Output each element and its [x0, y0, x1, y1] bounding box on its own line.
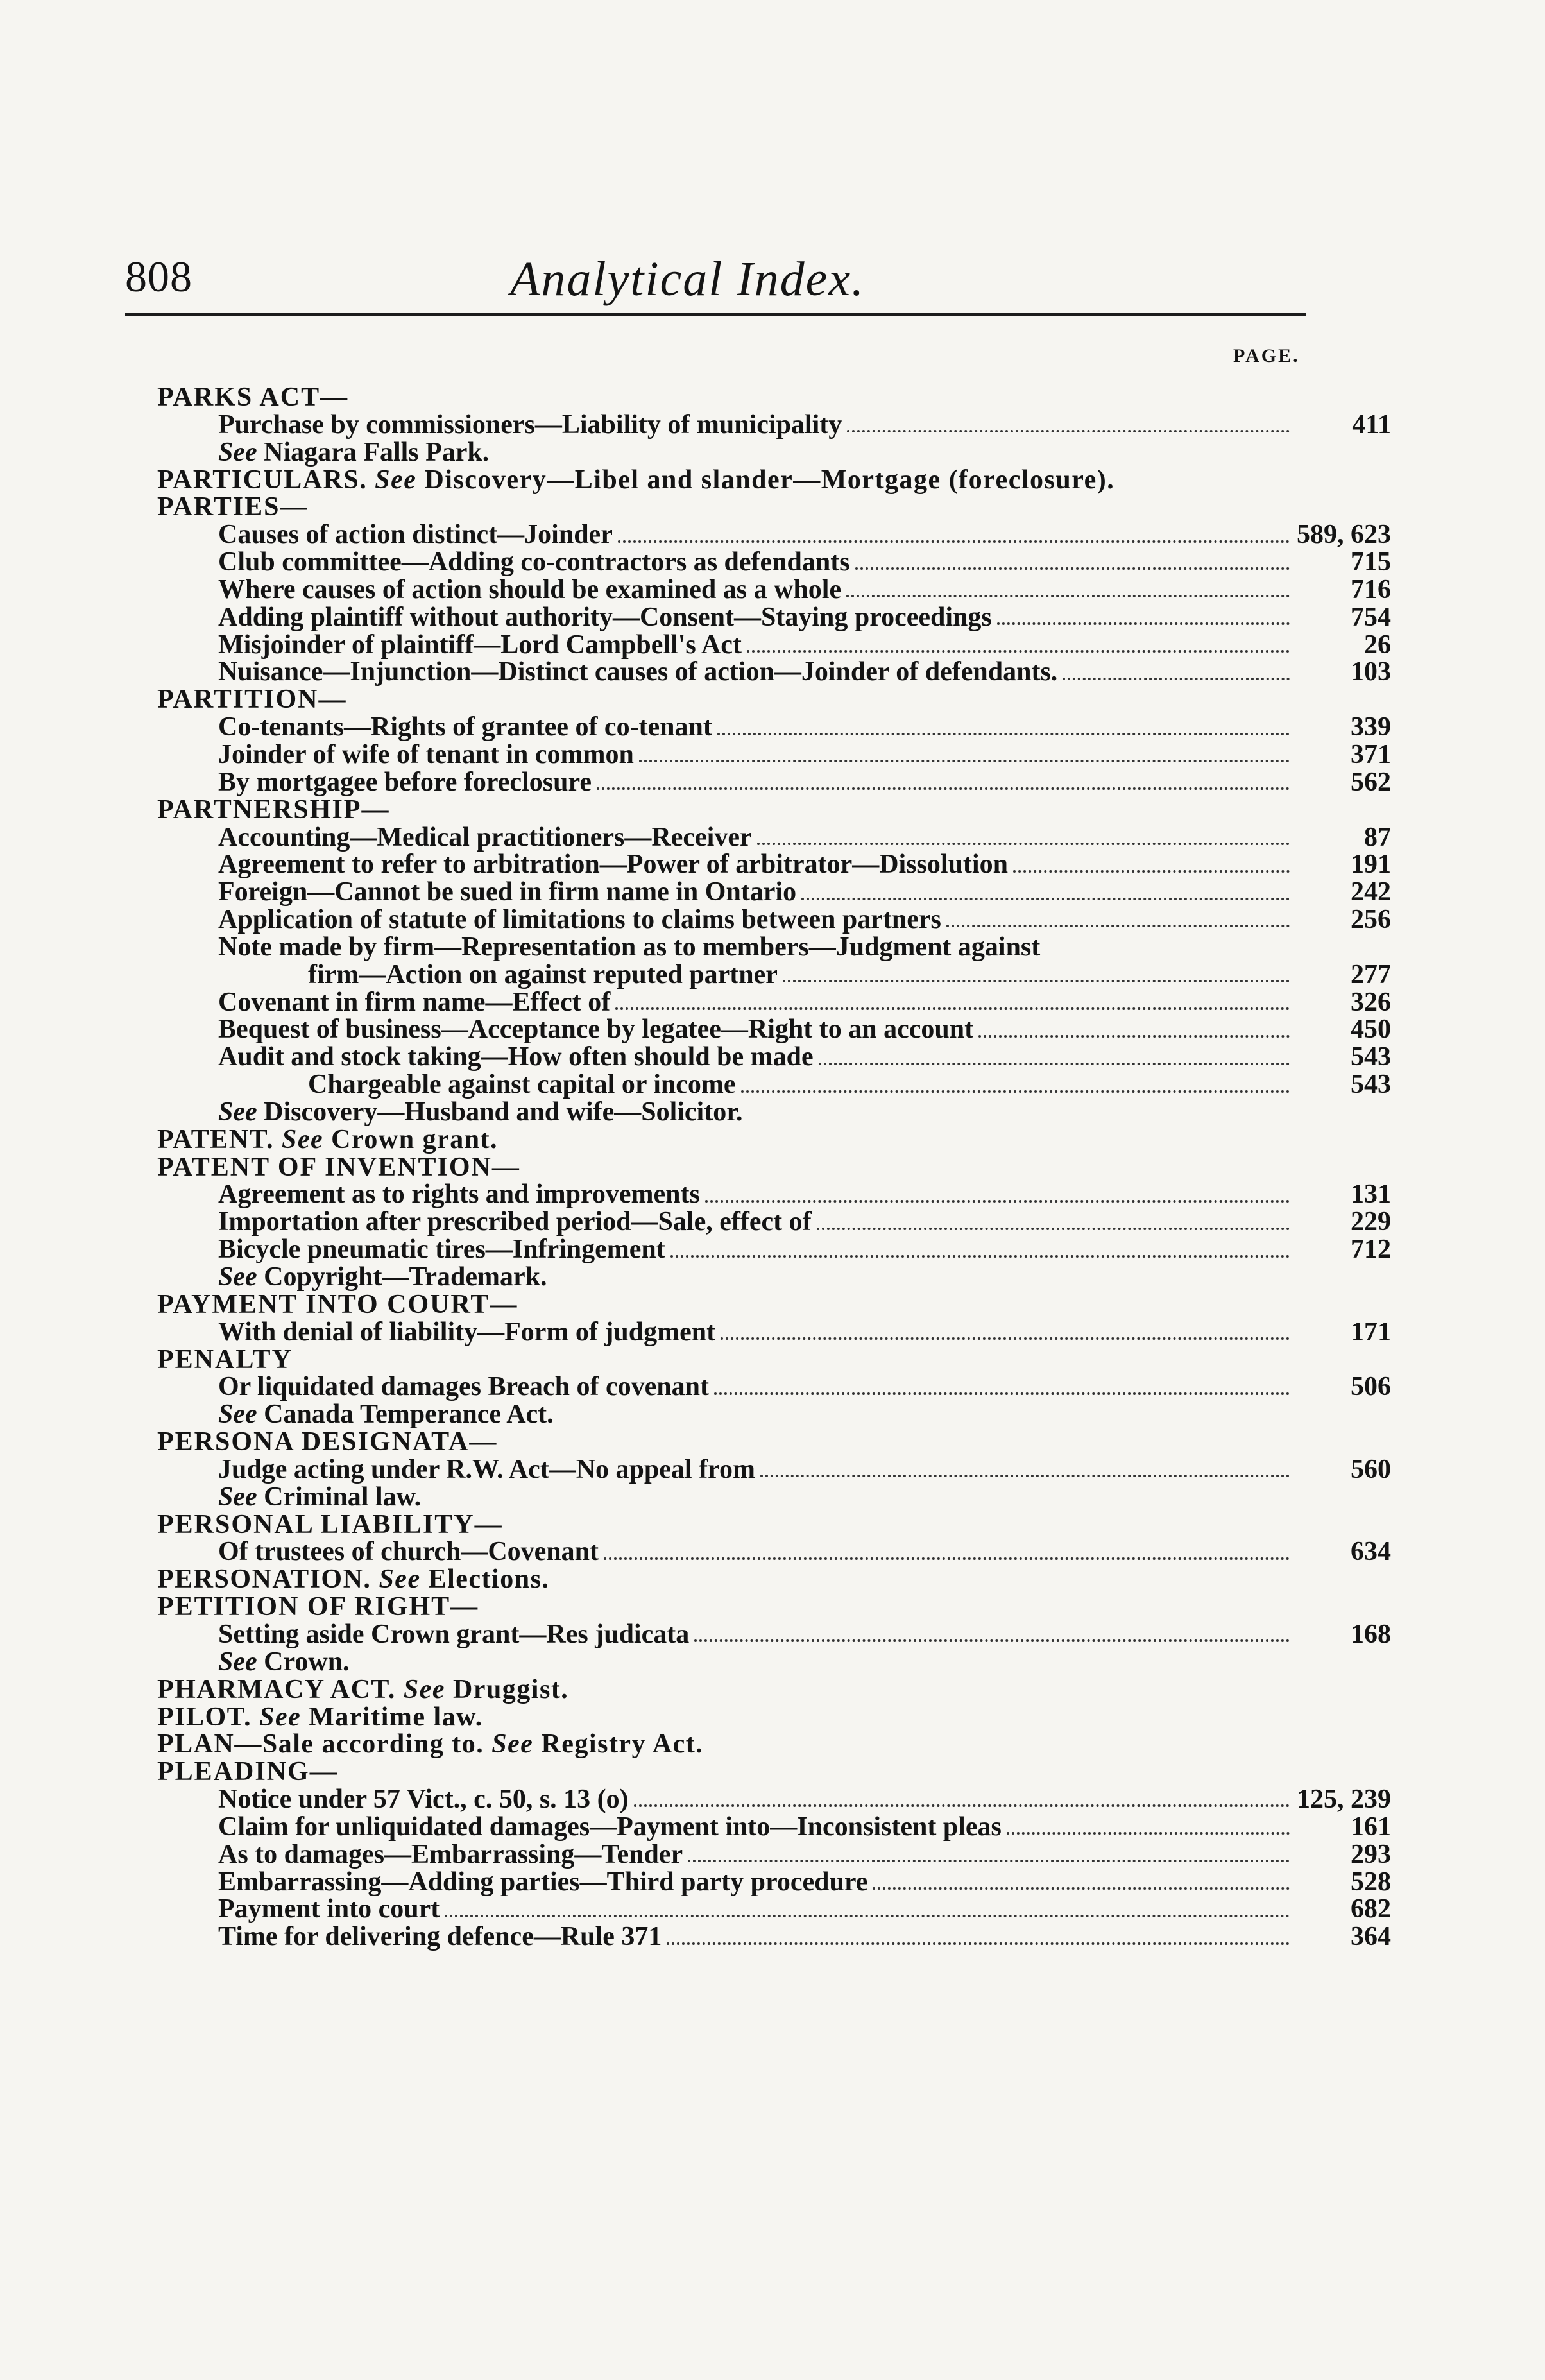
dot-leader [667, 1942, 1290, 1945]
subentry-row [218, 1454, 1391, 1484]
subentry-text: Agreement to refer to arbitration—Power of arbitrator—Dissolution [218, 850, 1008, 880]
page-reference: 562 [1351, 767, 1391, 797]
see-also-line [0, 439, 1545, 467]
subentry-text: Chargeable against capital or income [308, 1070, 736, 1100]
heading-text: PHARMACY ACT. [157, 1674, 396, 1704]
page-header [125, 252, 1306, 322]
dot-leader [855, 567, 1290, 570]
subentry-row [218, 1894, 1391, 1924]
index-subentry [0, 1813, 1545, 1841]
index-subentry [0, 769, 1545, 796]
page-reference: 277 [1351, 959, 1391, 989]
subentry-text: With denial of liability—Form of judgment [218, 1317, 716, 1347]
page-reference: 131 [1351, 1179, 1391, 1210]
page-reference: 326 [1351, 987, 1391, 1017]
see-also-line [0, 1484, 1545, 1511]
index-subentry [0, 989, 1545, 1016]
dot-leader [717, 733, 1290, 735]
see-also-marker: See [282, 1124, 324, 1154]
index-heading: PAYMENT INTO COURT— [157, 1289, 518, 1319]
index-subentry [0, 1181, 1545, 1208]
subentry-row [218, 1785, 1391, 1815]
index-heading: PENALTY [157, 1344, 293, 1374]
subentry-row [218, 1042, 1391, 1072]
index-subentry [0, 741, 1545, 769]
index-subentry [0, 411, 1545, 439]
dot-leader [705, 1200, 1290, 1203]
page-reference: 754 [1351, 602, 1391, 632]
dot-leader [873, 1887, 1290, 1890]
subentry-text: Agreement as to rights and improvements [218, 1179, 700, 1210]
index-subentry [0, 1456, 1545, 1484]
index-heading: PARKS ACT— [157, 382, 349, 412]
index-subentry [0, 1016, 1545, 1043]
page-column-label: PAGE. [1233, 345, 1300, 366]
subentry-text: Misjoinder of plaintiff—Lord Campbell's Act [218, 629, 742, 660]
page-reference: 589, 623 [1297, 520, 1391, 550]
subentry-text: Causes of action distinct—Joinder [218, 520, 613, 550]
page-number: 808 [125, 252, 192, 301]
index-subentry [0, 1208, 1545, 1236]
subentry-row [218, 1619, 1391, 1649]
running-title: Analytical Index. [510, 252, 866, 306]
cross-reference: Niagara Falls Park. [264, 437, 490, 467]
see-also-entry [218, 439, 489, 467]
see-also-marker: See [218, 1097, 257, 1127]
page-reference: 450 [1351, 1014, 1391, 1045]
page-reference: 168 [1351, 1619, 1391, 1649]
index-subentry [0, 604, 1545, 631]
subentry-row [218, 629, 1391, 660]
see-also-entry [218, 1263, 547, 1291]
subentry-text: Payment into court [218, 1894, 440, 1924]
page-reference: 125, 239 [1297, 1785, 1391, 1815]
subentry-text: Where causes of action should be examined as a whole [218, 574, 842, 604]
see-also-marker: See [403, 1674, 445, 1704]
subentry-text: Purchase by commissioners—Liability of municipality [218, 409, 842, 440]
cross-reference: Criminal law. [264, 1482, 422, 1512]
subentry-row [218, 1811, 1391, 1842]
index-subentry [0, 878, 1545, 906]
cross-reference: Registry Act. [541, 1729, 704, 1759]
heading-text: PARTICULARS. [157, 465, 368, 495]
subentry-text: Notice under 57 Vict., c. 50, s. 13 (o) [218, 1785, 629, 1815]
subentry-text: Of trustees of church—Covenant [218, 1537, 599, 1567]
index-heading: PARTNERSHIP— [157, 794, 390, 825]
page-reference: 371 [1351, 739, 1391, 769]
subentry-row [218, 1317, 1391, 1347]
see-also-marker: See [218, 1647, 257, 1677]
dot-leader [634, 1804, 1290, 1807]
page-reference: 634 [1351, 1537, 1391, 1567]
index-heading [0, 1704, 1545, 1731]
dot-leader [760, 1475, 1290, 1477]
cross-reference: Druggist. [452, 1674, 569, 1704]
index-subentry [0, 1869, 1545, 1896]
subentry-text: Importation after prescribed period—Sale, effect of [218, 1207, 812, 1237]
subentry-row [218, 1867, 1391, 1897]
dot-leader [445, 1915, 1290, 1917]
subentry-text: Application of statute of limitations to claims between partners [218, 905, 941, 935]
index-subentry [0, 934, 1545, 961]
header-rule [125, 313, 1306, 316]
index-subentry [0, 1043, 1545, 1071]
subentry-text: Embarrassing—Adding parties—Third party procedure [218, 1867, 868, 1897]
dot-leader [1063, 678, 1290, 680]
see-also-entry [218, 1401, 554, 1428]
cross-reference: Canada Temperance Act. [264, 1400, 554, 1430]
index-heading [0, 1566, 1545, 1593]
heading-text: PILOT. [157, 1702, 252, 1732]
subentry-text: Claim for unliquidated damages—Payment into—Inconsistent pleas [218, 1811, 1002, 1842]
see-also-line [0, 1648, 1545, 1676]
heading-text: PERSONATION. [157, 1564, 371, 1595]
subentry-row [218, 767, 1391, 797]
see-also-marker: See [491, 1729, 534, 1759]
see-also-marker: See [218, 1400, 257, 1430]
see-also-line [0, 1263, 1545, 1291]
subentry-row [218, 1839, 1391, 1869]
see-also-entry [218, 1484, 421, 1511]
dot-leader [688, 1860, 1290, 1862]
subentry-row [218, 934, 1295, 961]
page-reference: 543 [1351, 1042, 1391, 1072]
subentry-row [218, 1014, 1391, 1045]
dot-leader [604, 1557, 1290, 1560]
subentry-row [218, 712, 1391, 742]
cross-reference: Crown. [264, 1647, 350, 1677]
see-also-line [0, 1401, 1545, 1428]
index-subentry [0, 521, 1545, 549]
index-heading: PETITION OF RIGHT— [157, 1592, 479, 1622]
index-subentry [0, 1786, 1545, 1813]
index-subentry [0, 1071, 1545, 1099]
dot-leader [801, 898, 1290, 900]
index-subentry [0, 658, 1545, 686]
cross-reference: Copyright—Trademark. [264, 1262, 547, 1292]
dot-leader [946, 925, 1290, 927]
index-subentry [0, 576, 1545, 604]
page-reference: 560 [1351, 1454, 1391, 1484]
index-subentry [0, 851, 1545, 878]
subentry-row [218, 850, 1391, 880]
page-reference: 339 [1351, 712, 1391, 742]
dot-leader [639, 760, 1290, 762]
subentry-text: Club committee—Adding co-contractors as defendants [218, 547, 850, 578]
page-reference: 506 [1351, 1372, 1391, 1402]
subentry-text: Bicycle pneumatic tires—Infringement [218, 1235, 665, 1265]
cross-reference: Discovery—Libel and slander—Mortgage (foreclosure). [424, 465, 1115, 495]
subentry-row [308, 959, 1391, 989]
dot-leader [819, 1063, 1290, 1065]
index-subentry [0, 549, 1545, 576]
see-also-marker: See [218, 437, 257, 467]
see-also-marker: See [218, 1262, 257, 1292]
subentry-text: Note made by firm—Representation as to members—Judgment against [218, 932, 1041, 962]
subentry-row [218, 1179, 1391, 1210]
dot-leader [783, 980, 1290, 982]
page-reference: 293 [1351, 1839, 1391, 1869]
heading-text: PATENT. [157, 1124, 275, 1154]
index-heading [0, 467, 1545, 494]
see-also-marker: See [379, 1564, 421, 1595]
page-reference: 364 [1351, 1922, 1391, 1952]
index-heading [0, 1731, 1545, 1758]
subentry-row [218, 987, 1391, 1017]
cross-reference: Maritime law. [309, 1702, 483, 1732]
index-list [0, 384, 1545, 1951]
see-also-marker: See [218, 1482, 257, 1512]
dot-leader [846, 595, 1290, 597]
subentry-text: Time for delivering defence—Rule 371 [218, 1922, 662, 1952]
subentry-row [218, 1207, 1391, 1237]
page-reference: 191 [1351, 850, 1391, 880]
dot-leader [615, 1007, 1290, 1010]
subentry-text: Co-tenants—Rights of grantee of co-tenant [218, 712, 712, 742]
index-subentry [0, 1841, 1545, 1869]
index-heading: PERSONAL LIABILITY— [157, 1509, 503, 1539]
page-reference: 26 [1364, 629, 1391, 660]
subentry-text: Bequest of business—Acceptance by legatee—Right to an account [218, 1014, 974, 1045]
index-heading: PARTIES— [157, 492, 309, 522]
index-subentry [0, 714, 1545, 741]
dot-leader [714, 1392, 1290, 1395]
index-subentry [0, 961, 1545, 989]
subentry-text: As to damages—Embarrassing—Tender [218, 1839, 683, 1869]
dot-leader [757, 843, 1290, 845]
dot-leader [847, 430, 1290, 432]
dot-leader [694, 1639, 1290, 1642]
subentry-row [218, 574, 1391, 604]
see-also-marker: See [375, 465, 417, 495]
see-also-marker: See [259, 1702, 302, 1732]
page-reference: 242 [1351, 877, 1391, 907]
index-subentry [0, 1896, 1545, 1923]
cross-reference: Discovery—Husband and wife—Solicitor. [264, 1097, 743, 1127]
subentry-text: Setting aside Crown grant—Res judicata [218, 1619, 690, 1649]
index-heading: PATENT OF INVENTION— [157, 1152, 520, 1182]
subentry-text: Covenant in firm name—Effect of [218, 987, 611, 1017]
subentry-row [218, 602, 1391, 632]
subentry-row [218, 1537, 1391, 1567]
subentry-row [218, 739, 1391, 769]
index-subentry [0, 1538, 1545, 1566]
dot-leader [817, 1228, 1290, 1230]
page-reference: 682 [1351, 1894, 1391, 1924]
index-subentry [0, 1319, 1545, 1346]
dot-leader [741, 1090, 1290, 1093]
subentry-row [218, 657, 1391, 687]
heading-text: PLAN—Sale according to. [157, 1729, 484, 1759]
dot-leader [1007, 1832, 1290, 1835]
index-subentry [0, 1373, 1545, 1401]
dot-leader [597, 787, 1290, 790]
cross-reference: Elections. [428, 1564, 550, 1595]
subentry-row [218, 409, 1391, 440]
index-subentry [0, 906, 1545, 934]
subentry-row [218, 822, 1391, 852]
subentry-row [218, 1372, 1391, 1402]
dot-leader [747, 650, 1290, 653]
index-heading [0, 1126, 1545, 1154]
dot-leader [721, 1337, 1290, 1340]
subentry-row [218, 520, 1391, 550]
see-also-entry [218, 1099, 743, 1126]
dot-leader [997, 622, 1290, 625]
dot-leader [1013, 870, 1290, 873]
subentry-row [218, 905, 1391, 935]
page-reference: 528 [1351, 1867, 1391, 1897]
index-heading: PLEADING— [157, 1757, 338, 1787]
page-reference: 229 [1351, 1207, 1391, 1237]
subentry-text: firm—Action on against reputed partner [308, 959, 778, 989]
page-reference: 543 [1351, 1070, 1391, 1100]
page-reference: 171 [1351, 1317, 1391, 1347]
subentry-row [308, 1070, 1391, 1100]
subentry-text: Accounting—Medical practitioners—Receiver [218, 822, 752, 852]
index-subentry [0, 1923, 1545, 1951]
page-reference: 712 [1351, 1235, 1391, 1265]
page-reference: 716 [1351, 574, 1391, 604]
subentry-row [218, 877, 1391, 907]
subentry-text: Foreign—Cannot be sued in firm name in Ontario [218, 877, 797, 907]
see-also-line [0, 1099, 1545, 1126]
page-reference: 715 [1351, 547, 1391, 578]
page-reference: 256 [1351, 905, 1391, 935]
cross-reference: Crown grant. [331, 1124, 499, 1154]
subentry-row [218, 1922, 1391, 1952]
index-subentry [0, 1621, 1545, 1648]
subentry-text: Judge acting under R.W. Act—No appeal from [218, 1454, 755, 1484]
dot-leader [670, 1255, 1290, 1258]
subentry-text: Joinder of wife of tenant in common [218, 739, 634, 769]
see-also-entry [218, 1648, 350, 1676]
subentry-row [218, 1235, 1391, 1265]
index-heading [0, 1676, 1545, 1704]
index-heading: PERSONA DESIGNATA— [157, 1427, 498, 1457]
dot-leader [618, 540, 1290, 543]
page-reference: 103 [1351, 657, 1391, 687]
page-reference: 161 [1351, 1811, 1391, 1842]
subentry-text: Nuisance—Injunction—Distinct causes of action—Joinder of defendants. [218, 657, 1058, 687]
subentry-text: Or liquidated damages Breach of covenant [218, 1372, 709, 1402]
index-subentry [0, 1236, 1545, 1263]
dot-leader [978, 1035, 1290, 1038]
index-heading: PARTITION— [157, 685, 347, 715]
page-reference: 411 [1352, 409, 1391, 440]
subentry-text: Adding plaintiff without authority—Consent—Staying proceedings [218, 602, 992, 632]
index-subentry [0, 631, 1545, 659]
subentry-text: Audit and stock taking—How often should be made [218, 1042, 814, 1072]
subentry-row [218, 547, 1391, 578]
subentry-text: By mortgagee before foreclosure [218, 767, 592, 797]
index-subentry [0, 824, 1545, 852]
page-reference: 87 [1364, 822, 1391, 852]
